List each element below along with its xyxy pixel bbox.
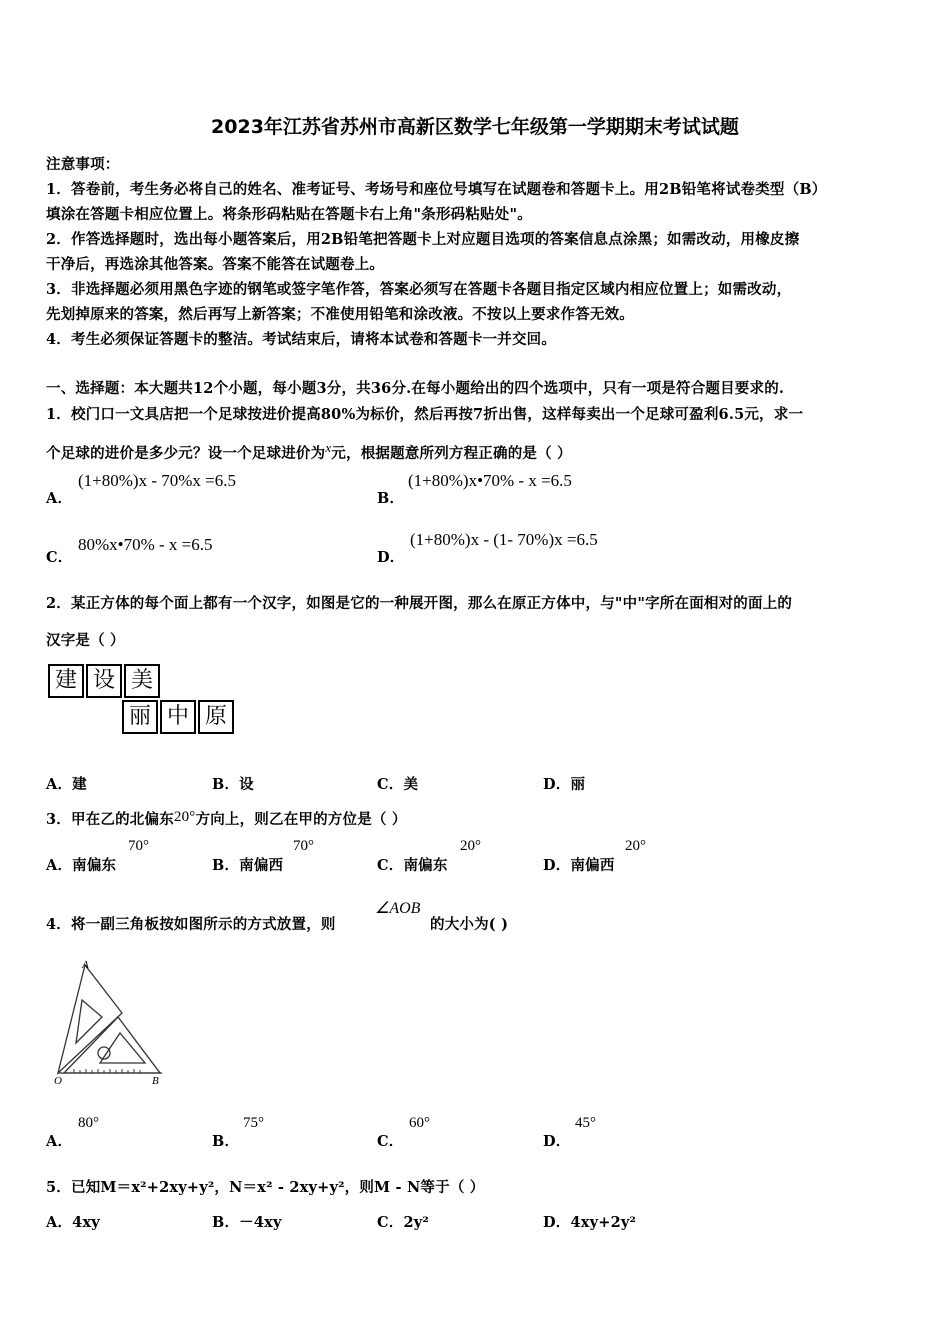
q3-option-c-angle: 20° [460,838,481,854]
net-cell-2: 设 [86,664,122,698]
notice-line-2: 填涂在答题卡相应位置上。将条形码粘贴在答题卡右上角"条形码粘贴处"。 [46,206,532,223]
notice-line-4: 干净后，再选涂其他答案。答案不能答在试题卷上。 [46,256,385,273]
q2-option-b: B．设 [212,776,254,793]
set-squares-figure [50,955,170,1090]
net-cell-5: 中 [160,700,196,734]
net-cell-3: 美 [124,664,160,698]
q1-option-b-label: B． [377,490,405,507]
q2-option-d: D．丽 [543,776,586,793]
net-cell-1: 建 [48,664,84,698]
q3-stem [46,808,407,829]
q4-stem-angle: ∠AOB [375,900,421,917]
q5-option-c: C．2y² [377,1214,429,1231]
q1-option-d-formula: (1+80%)x - (1- 70%)x =6.5 [410,530,598,549]
q4-stem-text-b: 的大小为( ) [430,916,509,933]
fig-label-a: A [82,959,89,971]
q3-stem-angle: 20° [173,809,196,825]
notice-line-7: 4．考生必须保证答题卡的整洁。考试结束后，请将本试卷和答题卡一并交回。 [46,331,557,348]
q3-option-d-angle: 20° [625,838,646,854]
notice-line-3: 2．作答选择题时，选出每小题答案后，用2B铅笔把答题卡上对应题目选项的答案信息点涂黑；如需改动，用橡皮擦 [46,231,800,248]
q5-option-b: B．－4xy [212,1214,282,1231]
fig-label-b: B [152,1075,159,1087]
q5-stem: 5．已知M＝x²+2xy+y²，N＝x² - 2xy+y²，则M - N等于（ ） [46,1179,485,1196]
q3-option-a: A．南偏东 [46,857,117,874]
q1-option-d-label: D． [377,549,405,566]
q4-option-d-label: D． [543,1133,571,1150]
q1-option-b-formula: (1+80%)x•70% - x =6.5 [408,471,572,490]
q5-option-d: D．4xy+2y² [543,1214,637,1231]
q3-stem-text-a: 3．甲在乙的北偏东 [46,811,174,828]
q3-stem-text-b: 方向上，则乙在甲的方位是（ ） [195,811,407,828]
q3-option-a-angle: 70° [128,838,149,854]
notice-line-5: 3．非选择题必须用黑色字迹的钢笔或签字笔作答，答案必须写在答题卡各题目指定区域内相应位置上；如需改动， [46,281,792,298]
q2-stem-line-1: 2．某正方体的每个面上都有一个汉字，如图是它的一种展开图，那么在原正方体中，与"中"字所在面相对的面上的 [46,595,793,612]
q1-stem-text-b: 元，根据题意所列方程正确的是（ ） [331,445,572,462]
notice-heading: 注意事项： [46,156,120,173]
q2-stem-line-2: 汉字是（ ） [46,632,125,649]
q4-option-c-label: C． [377,1133,404,1150]
q1-option-a-formula: (1+80%)x - 70%x =6.5 [78,471,236,490]
q4-stem-text-a: 4．将一副三角板按如图所示的方式放置，则 [46,916,336,933]
q1-stem-text-a: 个足球的进价是多少元？设一个足球进价为 [46,445,326,462]
fig-label-o: O [54,1075,62,1087]
net-cell-4: 丽 [122,700,158,734]
q4-option-c-angle: 60° [409,1115,430,1131]
q3-option-b-angle: 70° [293,838,314,854]
q1-stem-line-2 [46,440,572,463]
q4-option-a-angle: 80° [78,1115,99,1131]
q5-option-a: A．4xy [46,1214,100,1231]
q4-option-b-angle: 75° [243,1115,264,1131]
notice-line-6: 先划掉原来的答案，然后再写上新答案；不准使用铅笔和涂改液。不按以上要求作答无效。 [46,306,634,323]
q4-option-a-label: A． [46,1133,73,1150]
q4-option-d-angle: 45° [575,1115,596,1131]
q3-option-b: B．南偏西 [212,857,284,874]
q4-option-b-label: B． [212,1133,240,1150]
q1-option-c-formula: 80%x•70% - x =6.5 [78,535,213,554]
section-heading: 一、选择题：本大题共12个小题，每小题3分，共36分.在每小题给出的四个选项中，只有一项是符合题目要求的. [46,380,785,397]
notice-line-1: 1．答卷前，考生务必将自己的姓名、准考证号、考场号和座位号填写在试题卷和答题卡上。用2B铅笔将试卷类型（B） [46,181,827,198]
q1-option-a-label: A． [46,490,73,507]
page-title: 2023年江苏省苏州市高新区数学七年级第一学期期末考试试题 [211,116,739,138]
q1-option-c-label: C． [46,549,73,566]
q3-option-c: C．南偏东 [377,857,448,874]
net-cell-6: 原 [198,700,234,734]
q2-option-c: C．美 [377,776,419,793]
q1-stem-line-1: 1．校门口一文具店把一个足球按进价提高80%为标价，然后再按7折出售，这样每卖出一个足球可盈利6.5元，求一 [46,406,804,423]
q2-option-a: A．建 [46,776,87,793]
q1-variable: x [325,440,332,455]
q3-option-d: D．南偏西 [543,857,615,874]
